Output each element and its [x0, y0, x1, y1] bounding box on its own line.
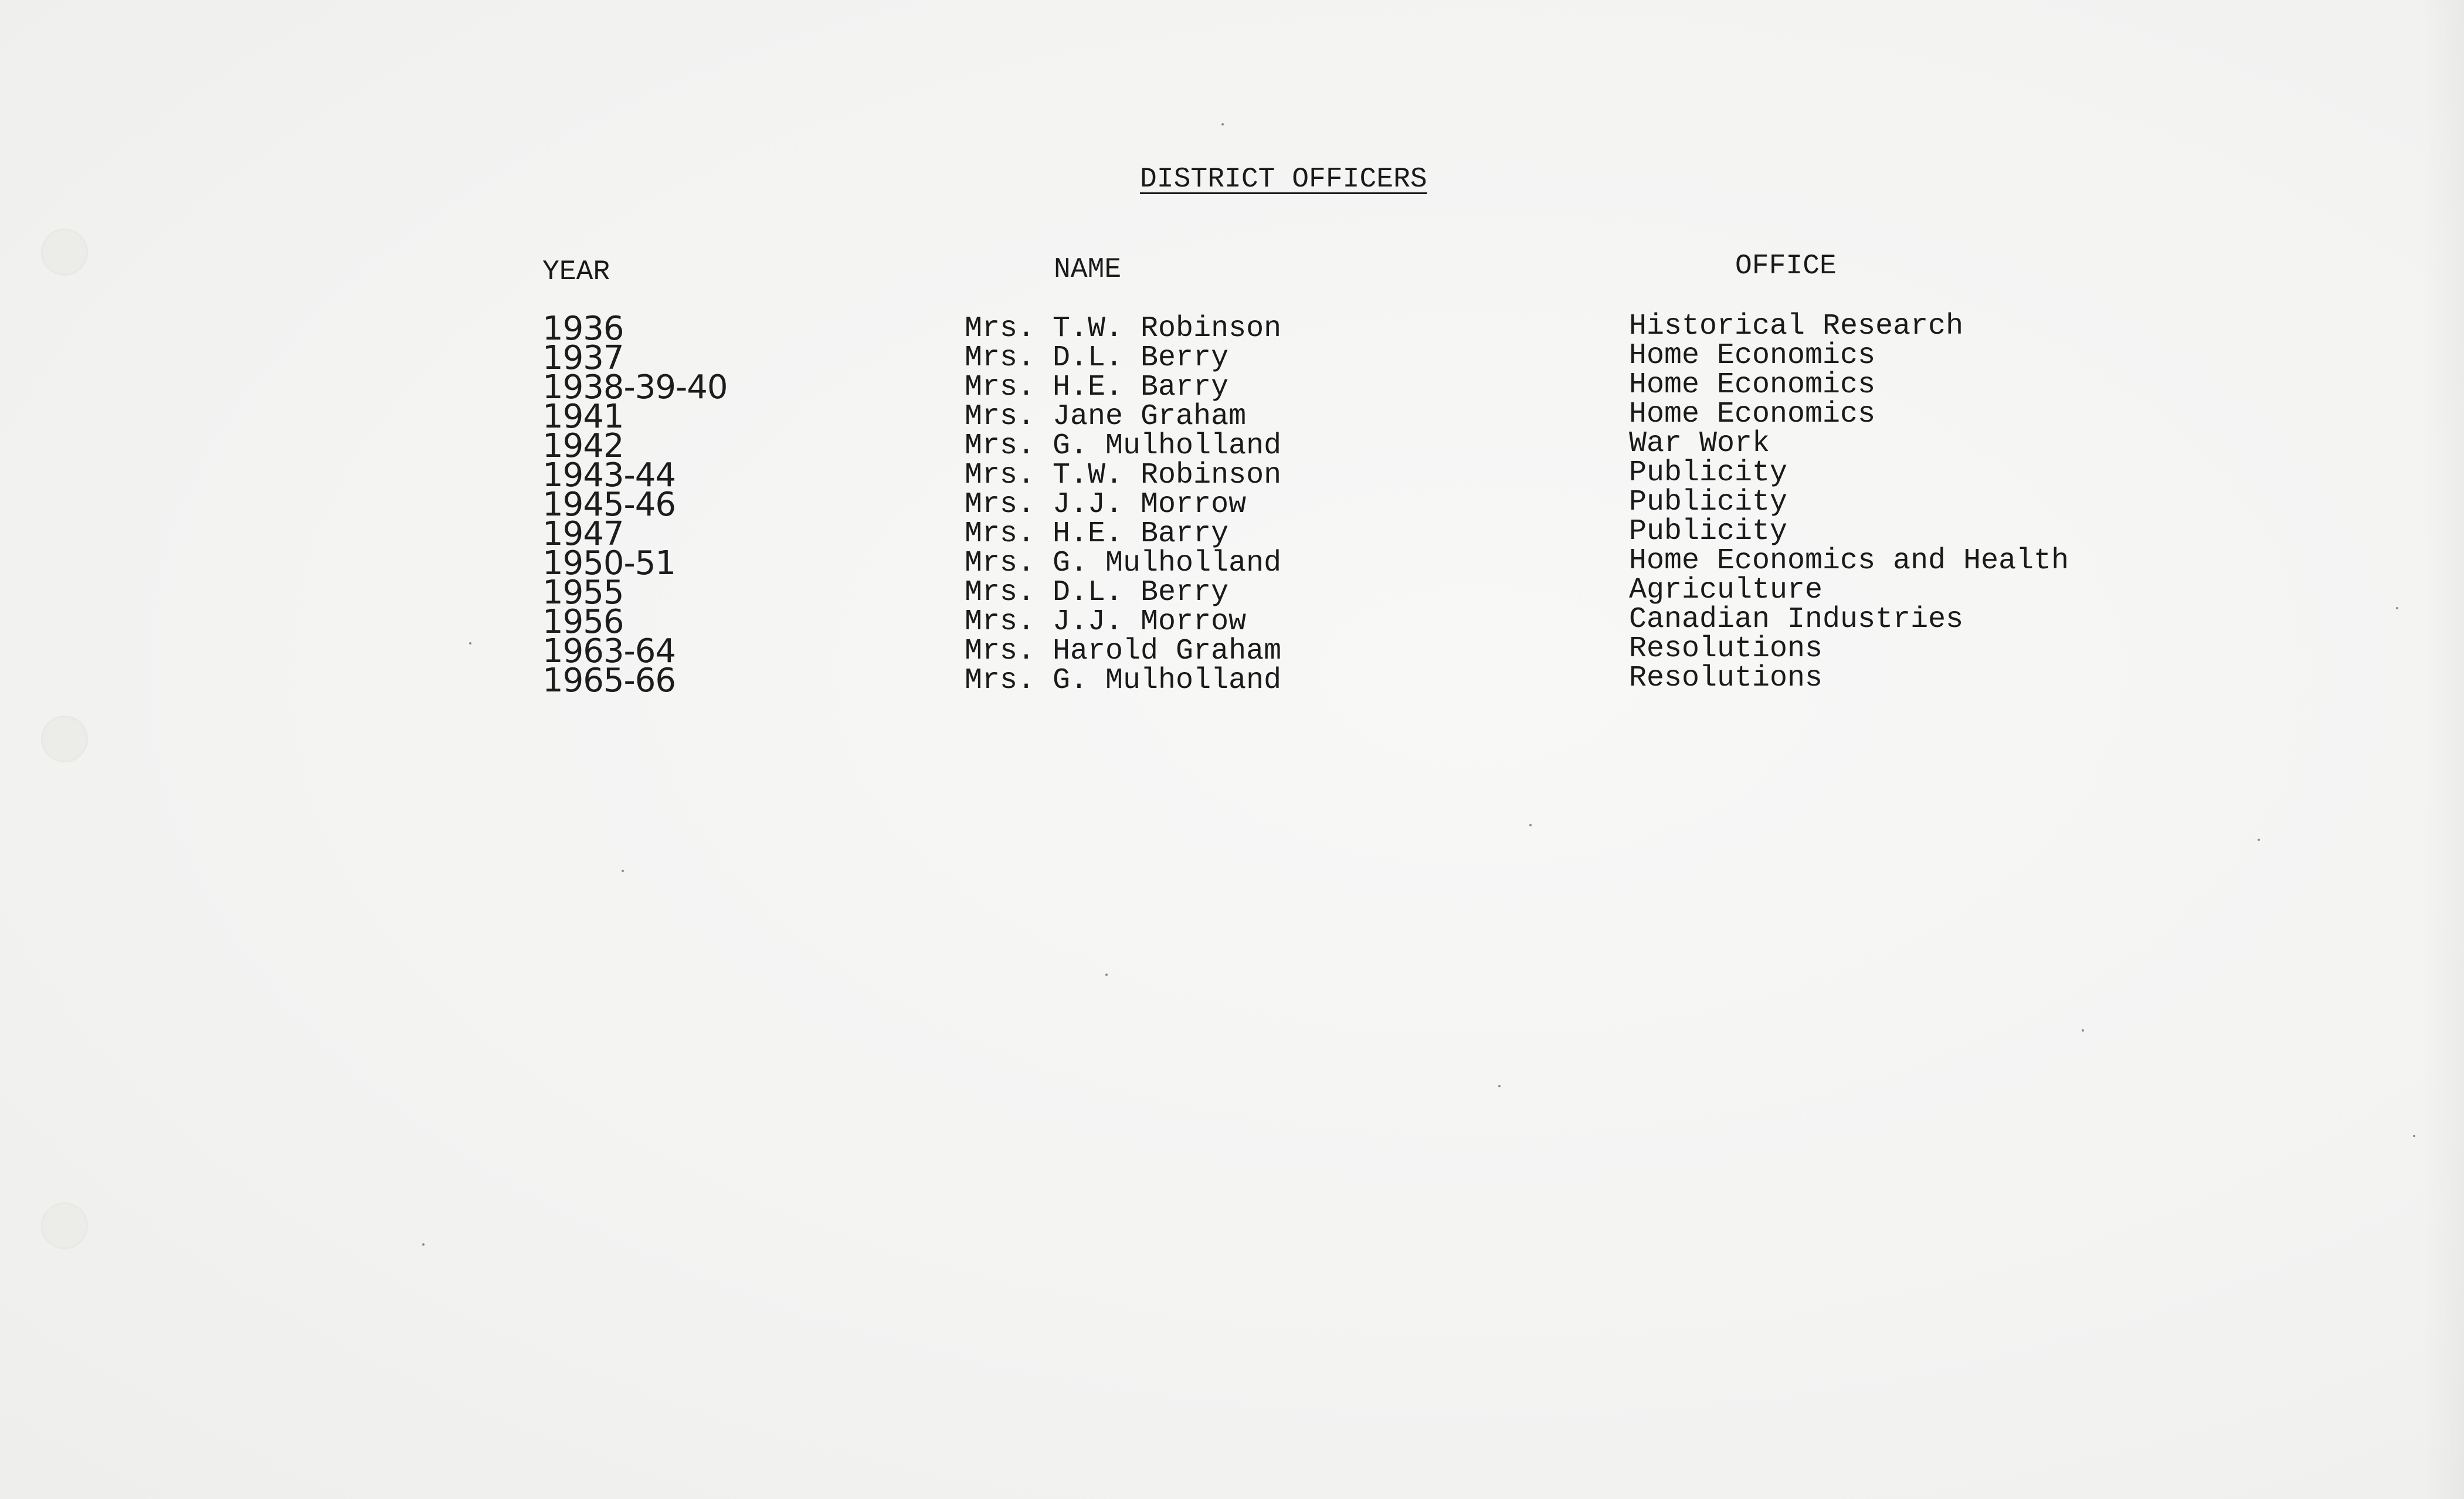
row-year: 1943-44 — [542, 456, 676, 494]
paper-edge-shadow — [2423, 0, 2464, 1499]
paper-speck — [1498, 1085, 1501, 1087]
row-year: 1937 — [542, 339, 624, 377]
row-office: Publicity — [1629, 515, 1788, 548]
row-name: Mrs. Jane Graham — [965, 400, 1247, 433]
row-name: Mrs. D.L. Berry — [965, 341, 1229, 375]
row-office: Home Economics — [1629, 398, 1876, 431]
document-title: DISTRICT OFFICERS — [1140, 164, 1427, 195]
row-year: 1956 — [542, 603, 624, 641]
row-office: Historical Research — [1629, 310, 1964, 343]
row-name: Mrs. G. Mulholland — [965, 547, 1282, 580]
paper-speck — [2413, 1135, 2415, 1137]
row-office: Canadian Industries — [1629, 603, 1964, 636]
column-header-office: OFFICE — [1735, 250, 1837, 282]
binder-hole — [41, 1202, 88, 1249]
row-year: 1947 — [542, 515, 624, 553]
column-header-name: NAME — [1054, 254, 1122, 286]
paper-speck — [1221, 123, 1224, 126]
row-year: 1955 — [542, 574, 624, 612]
row-office: Publicity — [1629, 486, 1788, 519]
row-office: Home Economics — [1629, 339, 1876, 372]
row-office: Home Economics and Health — [1629, 544, 2069, 578]
row-name: Mrs. H.E. Barry — [965, 517, 1229, 551]
row-name: Mrs. T.W. Robinson — [965, 312, 1282, 345]
binder-hole — [41, 229, 88, 276]
row-name: Mrs. J.J. Morrow — [965, 605, 1247, 639]
binder-hole — [41, 715, 88, 762]
row-year: 1941 — [542, 398, 624, 436]
paper-speck — [2396, 607, 2398, 609]
row-year: 1938-39-40 — [542, 368, 728, 406]
paper-speck — [422, 1243, 425, 1246]
paper-speck — [469, 642, 471, 645]
row-office: Resolutions — [1629, 662, 1823, 695]
paper-speck — [622, 870, 624, 872]
row-name: Mrs. H.E. Barry — [965, 371, 1229, 404]
paper-speck — [2082, 1029, 2084, 1032]
row-name: Mrs. Harold Graham — [965, 635, 1282, 668]
row-name: Mrs. G. Mulholland — [965, 664, 1282, 697]
paper-speck — [1105, 974, 1108, 976]
row-year: 1945-46 — [542, 486, 676, 524]
row-office: Publicity — [1629, 456, 1788, 490]
row-office: Resolutions — [1629, 632, 1823, 666]
row-name: Mrs. D.L. Berry — [965, 576, 1229, 609]
row-year: 1965-66 — [542, 662, 676, 700]
row-name: Mrs. J.J. Morrow — [965, 488, 1247, 521]
paper-speck — [2258, 839, 2260, 841]
row-name: Mrs. G. Mulholland — [965, 429, 1282, 463]
row-year: 1950-51 — [542, 544, 676, 582]
column-header-year: YEAR — [542, 256, 610, 288]
row-year: 1936 — [542, 310, 624, 348]
row-office: Agriculture — [1629, 574, 1823, 607]
row-office: War Work — [1629, 427, 1770, 460]
row-year: 1942 — [542, 427, 624, 465]
row-name: Mrs. T.W. Robinson — [965, 459, 1282, 492]
row-office: Home Economics — [1629, 368, 1876, 402]
row-year: 1963-64 — [542, 632, 676, 670]
paper-speck — [1529, 824, 1532, 826]
